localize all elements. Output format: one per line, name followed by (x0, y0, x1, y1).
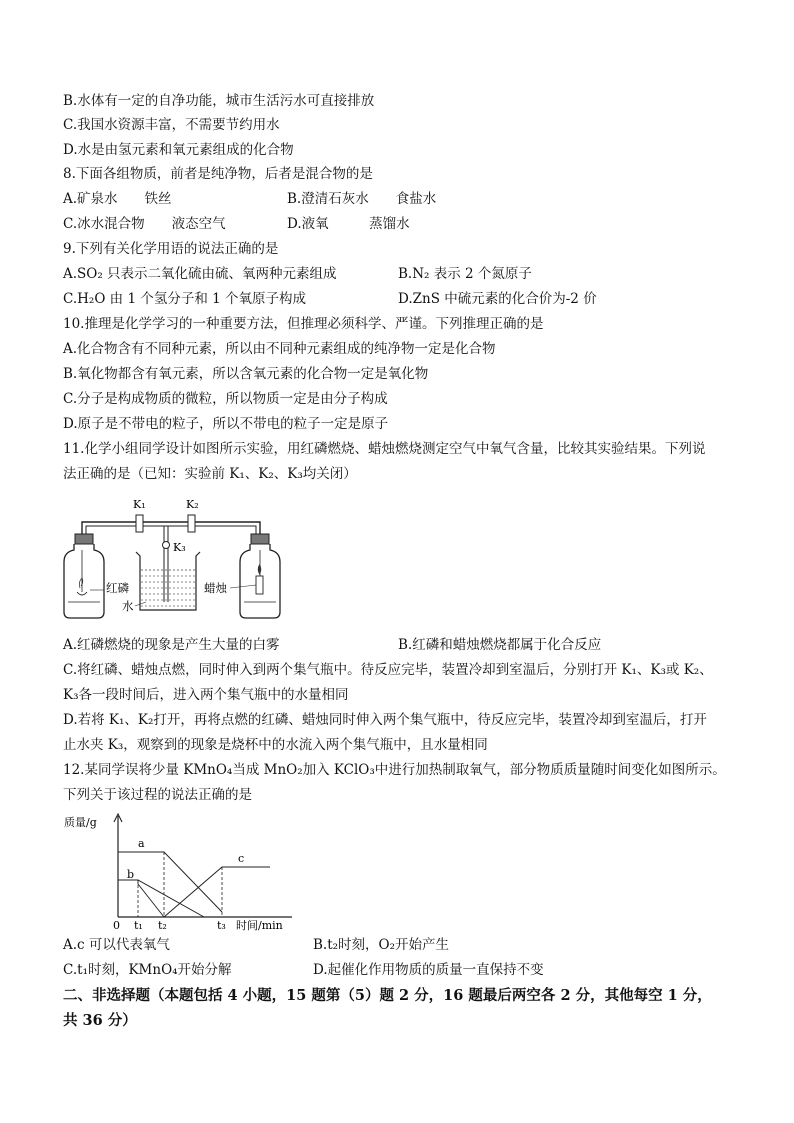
section-two-heading-line2: 共 36 分） (63, 1012, 137, 1029)
q12-option-d: D.起催化作用物质的质量一直保持不变 (313, 962, 544, 978)
q10-option-d: D.原子是不带电的粒子，所以不带电的粒子一定是原子 (63, 416, 389, 432)
q7-option-b: B.水体有一定的自净功能，城市生活污水可直接排放 (63, 93, 375, 109)
q10-option-c: C.分子是构成物质的微粒，所以物质一定是由分子构成 (63, 391, 388, 407)
q9-option-c: C.H₂O 由 1 个氢分子和 1 个氧原子构成 (63, 291, 307, 307)
q12-option-a: A.c 可以代表氧气 (63, 937, 170, 953)
section-two-heading-line1: 二、非选择题（本题包括 4 小题，15 题第（5）题 2 分，16 题最后两空各 2 分，其他每空 1 分， (63, 987, 712, 1004)
red-phosphorus-label: 红磷 (106, 581, 129, 595)
k3-label: K₃ (173, 541, 186, 554)
q11-stem-line1: 11.化学小组同学设计如图所示实验，用红磷燃烧、蜡烛燃烧测定空气中氧气含量，比较其实验结果。下列说 (63, 441, 706, 457)
t2-label: t₂ (158, 919, 167, 932)
q8-option-a: A.矿泉水 铁丝 (63, 191, 172, 207)
label-b: b (127, 868, 135, 881)
label-c: c (238, 852, 245, 865)
t3-label: t₃ (217, 919, 226, 932)
q8-option-c: C.冰水混合物 液态空气 (63, 216, 226, 232)
label-a: a (138, 837, 145, 850)
q12-stem-line1: 12.某同学误将少量 KMnO₄当成 MnO₂加入 KClO₃中进行加热制取氧气，部分物质质量随时间变化如图所示。 (63, 762, 726, 778)
q12-option-c: C.t₁时刻，KMnO₄开始分解 (63, 962, 232, 978)
line-b (118, 880, 204, 917)
line-t1-diagonal (138, 880, 164, 917)
t1-label: t₁ (134, 919, 143, 932)
k2-label: K₂ (186, 498, 199, 511)
q12-mass-time-graph (60, 812, 300, 934)
q11-apparatus-figure (60, 492, 290, 627)
line-c (164, 867, 270, 917)
q10-option-a: A.化合物含有不同种元素，所以由不同种元素组成的纯净物一定是化合物 (63, 341, 496, 357)
q8-option-d: D.液氧 蒸馏水 (287, 216, 410, 232)
candle-label: 蜡烛 (204, 581, 227, 595)
q11-stem-line2: 法正确的是（已知：实验前 K₁、K₂、K₃均关闭） (63, 466, 357, 482)
q11-option-d-line1: D.若将 K₁、K₂打开，再将点燃的红磷、蜡烛同时伸入两个集气瓶中，待反应完毕，装置冷却到室温后，打开 (63, 712, 707, 728)
q10-stem: 10.推理是化学学习的一种重要方法，但推理必须科学、严谨。下列推理正确的是 (63, 316, 544, 332)
origin-label: 0 (113, 919, 120, 932)
q9-option-d: D.ZnS 中硫元素的化合价为-2 价 (398, 291, 597, 307)
q12-stem-line2: 下列关于该过程的说法正确的是 (63, 787, 252, 803)
x-axis-label: 时间/min (236, 919, 283, 932)
q12-option-b: B.t₂时刻，O₂开始产生 (313, 937, 450, 953)
q11-option-c-line1: C.将红磷、蜡烛点燃，同时伸入到两个集气瓶中。待反应完毕，装置冷却到室温后，分别打开 K₁、K₃或 K₂、 (63, 662, 713, 678)
k1-label: K₁ (133, 498, 146, 511)
q8-stem: 8.下面各组物质，前者是纯净物，后者是混合物的是 (63, 166, 373, 182)
q11-option-b: B.红磷和蜡烛燃烧都属于化合反应 (398, 637, 602, 653)
q7-option-d: D.水是由氢元素和氧元素组成的化合物 (63, 142, 294, 158)
q7-option-c: C.我国水资源丰富，不需要节约用水 (63, 117, 280, 133)
water-label: 水 (122, 599, 134, 613)
q10-option-b: B.氧化物都含有氧元素，所以含氧元素的化合物一定是氧化物 (63, 366, 429, 382)
q11-option-a: A.红磷燃烧的现象是产生大量的白雾 (63, 637, 280, 653)
y-axis-label: 质量/g (64, 816, 97, 829)
line-a (118, 852, 222, 912)
q8-option-b: B.澄清石灰水 食盐水 (287, 191, 437, 207)
q11-option-d-line2: 止水夹 K₃，观察到的现象是烧杯中的水流入两个集气瓶中，且水量相同 (63, 737, 488, 753)
q11-option-c-line2: K₃各一段时间后，进入两个集气瓶中的水量相同 (63, 687, 349, 703)
q9-option-b: B.N₂ 表示 2 个氮原子 (398, 266, 532, 282)
q9-option-a: A.SO₂ 只表示二氧化硫由硫、氧两种元素组成 (63, 266, 337, 282)
q9-stem: 9.下列有关化学用语的说法正确的是 (63, 241, 279, 257)
